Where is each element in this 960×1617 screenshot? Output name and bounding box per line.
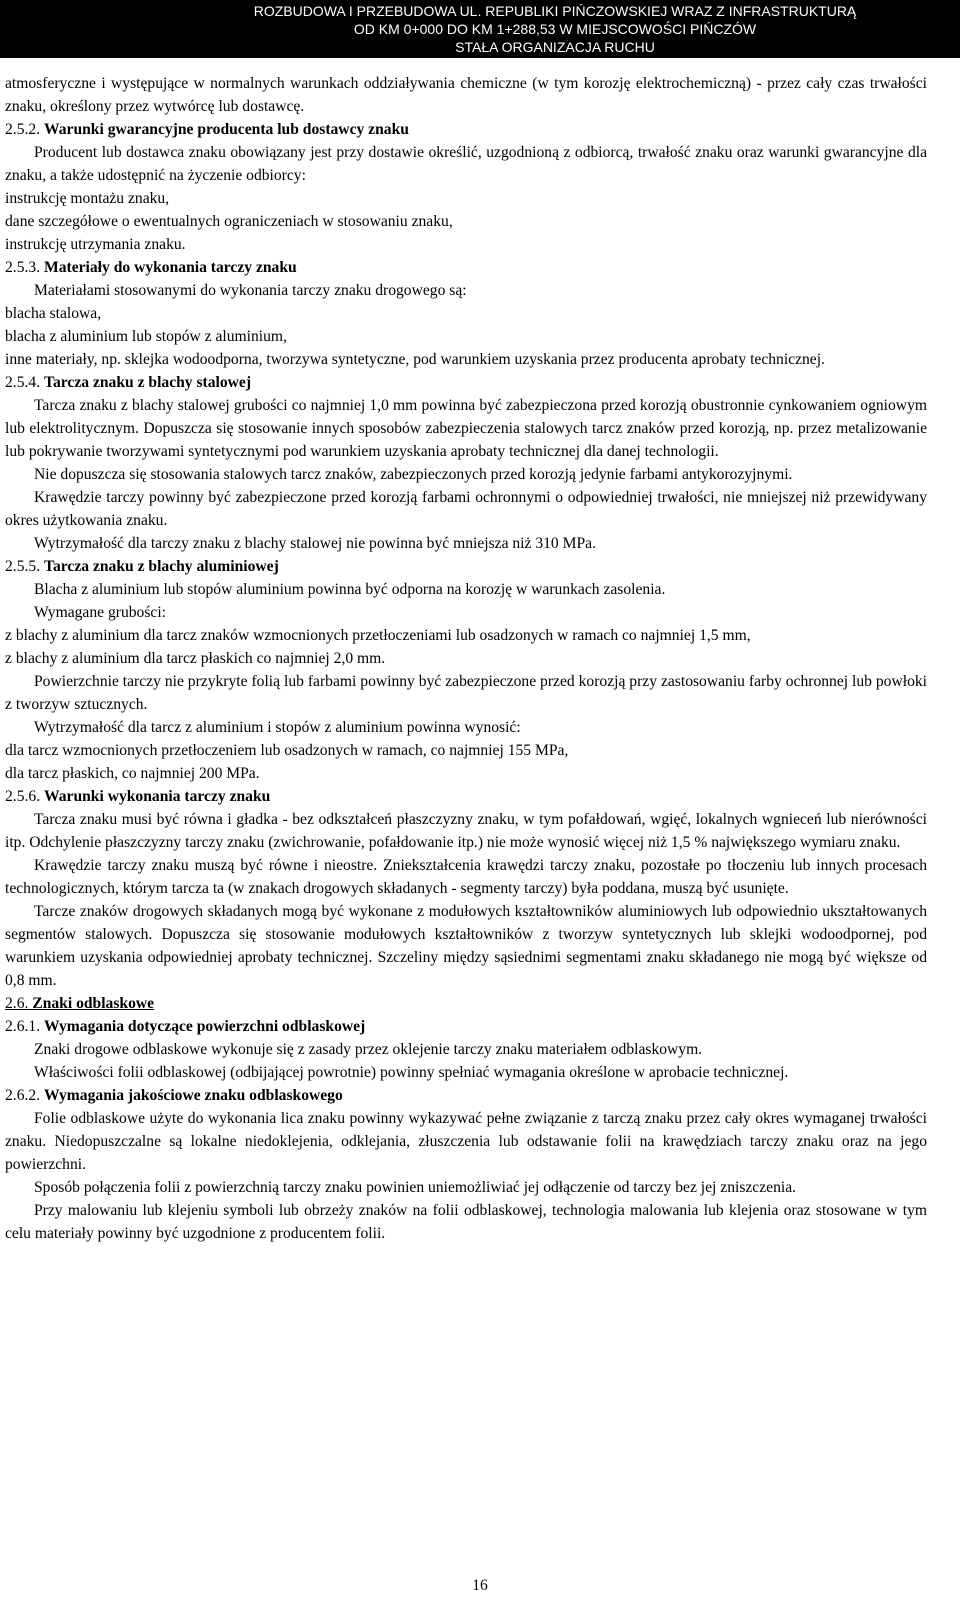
body-paragraph: dane szczegółowe o ewentualnych ograniczeniach w stosowaniu znaku, bbox=[5, 213, 453, 230]
body-paragraph: Powierzchnie tarczy nie przykryte folią lub farbami powinny być zabezpieczone przed korozją przy zastosowaniu farby ochronnej lub powłoki z tworzyw sztucznych. bbox=[5, 673, 927, 713]
document-body bbox=[5, 72, 927, 1245]
section-heading bbox=[5, 371, 927, 394]
section-title: Warunki wykonania tarczy znaku bbox=[44, 788, 271, 805]
body-paragraph: Wymagane grubości: bbox=[34, 604, 166, 621]
section-number: 2.6.1. bbox=[5, 1018, 41, 1035]
body-paragraph: Właściwości folii odblaskowej (odbijającej powrotnie) powinny spełniać wymagania określone w aprobacie technicznej. bbox=[34, 1064, 789, 1081]
body-paragraph: atmosferyczne i występujące w normalnych warunkach oddziaływania chemiczne (w tym korozję elektrochemiczną) - przez cały czas trwałości znaku, określony przez wytwórcę lub dostawcę. bbox=[5, 75, 927, 115]
body-paragraph: Nie dopuszcza się stosowania stalowych tarcz znaków, zabezpieczonych przed korozją jedynie farbami antykorozyjnymi. bbox=[34, 466, 793, 483]
body-paragraph: z blachy z aluminium dla tarcz płaskich co najmniej 2,0 mm. bbox=[5, 650, 386, 667]
body-paragraph: Krawędzie tarczy znaku muszą być równe i nieostre. Zniekształcenia krawędzi tarczy znaku, pozostałe po tłoczeniu lub innych procesach technologicznych, którym tarcza ta (w znakach drogowych składanych - segmenty tarczy) była poddana, muszą być usunięte. bbox=[5, 857, 927, 897]
body-paragraph: Przy malowaniu lub klejeniu symboli lub obrzeży znaków na folii odblaskowej, technologia malowania lub klejenia oraz stosowane w tym celu materiały powinny być uzgodnione z producentem folii. bbox=[5, 1202, 927, 1242]
body-paragraph: Sposób połączenia folii z powierzchnią tarczy znaku powinien uniemożliwiać jej odłączenie od tarczy bez jej zniszczenia. bbox=[34, 1179, 797, 1196]
section-title: Znaki odblaskowe bbox=[32, 995, 155, 1012]
body-paragraph: Krawędzie tarczy powinny być zabezpieczone przed korozją farbami ochronnymi o odpowiedniej trwałości, nie mniejszej niż przewidywany okres użytkowania znaku. bbox=[5, 489, 927, 529]
body-paragraph: blacha stalowa, bbox=[5, 305, 102, 322]
body-paragraph: Wytrzymałość dla tarczy znaku z blachy stalowej nie powinna być mniejsza niż 310 MPa. bbox=[34, 535, 596, 552]
section-number: 2.6.2. bbox=[5, 1087, 41, 1104]
section-title: Materiały do wykonania tarczy znaku bbox=[44, 259, 297, 276]
body-paragraph: instrukcję montażu znaku, bbox=[5, 190, 170, 207]
body-paragraph: Wytrzymałość dla tarcz z aluminium i stopów z aluminium powinna wynosić: bbox=[34, 719, 521, 736]
body-paragraph: dla tarcz wzmocnionych przetłoczeniem lub osadzonych w ramach, co najmniej 155 MPa, bbox=[5, 742, 569, 759]
section-heading bbox=[5, 256, 927, 279]
body-paragraph: z blachy z aluminium dla tarcz znaków wzmocnionych przetłoczeniami lub osadzonych w ramach co najmniej 1,5 mm, bbox=[5, 627, 751, 644]
section-number: 2.5.2. bbox=[5, 121, 41, 138]
section-title: Warunki gwarancyjne producenta lub dostawcy znaku bbox=[44, 121, 409, 138]
section-number: 2.5.4. bbox=[5, 374, 41, 391]
section-number: 2.5.6. bbox=[5, 788, 41, 805]
header-line-3: STAŁA ORGANIZACJA RUCHU bbox=[455, 39, 655, 55]
body-paragraph: Blacha z aluminium lub stopów aluminium powinna być odporna na korozję w warunkach zasolenia. bbox=[34, 581, 666, 598]
section-heading bbox=[5, 118, 927, 141]
section-title: Wymagania dotyczące powierzchni odblaskowej bbox=[44, 1018, 366, 1035]
section-number: 2.5.3. bbox=[5, 259, 41, 276]
header-line-2: OD KM 0+000 DO KM 1+288,53 W MIEJSCOWOŚCI PIŃCZÓW bbox=[353, 21, 757, 37]
body-paragraph: Folie odblaskowe użyte do wykonania lica znaku powinny wykazywać pełne związanie z tarczą znaku przez cały okres wymaganej trwałości znaku. Niedopuszczalne są lokalne niedoklejenia, odklejania, złuszczenia lub odstawanie folii na krawędziach tarczy znaku oraz na jego powierzchni. bbox=[5, 1110, 927, 1173]
body-paragraph: Tarcza znaku musi być równa i gładka - bez odkształceń płaszczyzny znaku, w tym pofałdowań, wgięć, lokalnych wgnieceń lub nierówności itp. Odchylenie płaszczyzny tarczy znaku (zwichrowanie, pofałdowanie itp.) nie może wynosić więcej niż 1,5 % największego wymiaru znaku. bbox=[5, 811, 927, 851]
body-paragraph: Tarcze znaków drogowych składanych mogą być wykonane z modułowych kształtowników aluminiowych lub odpowiednio ukształtowanych segmentów stalowych. Dopuszcza się stosowanie modułowych kształtowników z tworzyw syntetycznych lub sklejki wodoodpornej, pod warunkiem uzyskania odpowiedniej aprobaty technicznej. Szczeliny między sąsiednimi segmentami znaku składanego nie mogą być większe od 0,8 mm. bbox=[5, 903, 927, 989]
section-heading bbox=[5, 555, 927, 578]
document-header bbox=[0, 0, 960, 58]
section-heading bbox=[5, 1015, 927, 1038]
section-heading bbox=[5, 785, 927, 808]
section-title: Tarcza znaku z blachy stalowej bbox=[44, 374, 252, 391]
body-paragraph: inne materiały, np. sklejka wodoodporna, tworzywa syntetyczne, pod warunkiem uzyskania przez producenta aprobaty technicznej. bbox=[5, 351, 825, 368]
page-number: 16 bbox=[472, 1577, 488, 1594]
body-paragraph: Producent lub dostawca znaku obowiązany jest przy dostawie określić, uzgodnioną z odbiorcą, trwałość znaku oraz warunki gwarancyjne dla znaku, a także udostępnić na życzenie odbiorcy: bbox=[5, 144, 927, 184]
section-title: Wymagania jakościowe znaku odblaskowego bbox=[44, 1087, 343, 1104]
header-line-1: ROZBUDOWA I PRZEBUDOWA UL. REPUBLIKI PIŃCZOWSKIEJ WRAZ Z INFRASTRUKTURĄ bbox=[253, 3, 857, 19]
body-paragraph: blacha z aluminium lub stopów z aluminium, bbox=[5, 328, 287, 345]
body-paragraph: Tarcza znaku z blachy stalowej grubości co najmniej 1,0 mm powinna być zabezpieczona przed korozją obustronnie cynkowaniem ogniowym lub elektrolitycznym. Dopuszcza się stosowanie innych sposobów zabezpieczenia stalowych tarcz znaków przed korozją, np. przez metalizowanie lub pokrywanie tworzywami syntetycznymi pod warunkiem uzyskania aprobaty technicznej dla danej technologii. bbox=[5, 397, 927, 460]
section-heading bbox=[5, 1084, 927, 1107]
section-title: Tarcza znaku z blachy aluminiowej bbox=[44, 558, 279, 575]
body-paragraph: instrukcję utrzymania znaku. bbox=[5, 236, 186, 253]
body-paragraph: Materiałami stosowanymi do wykonania tarczy znaku drogowego są: bbox=[34, 282, 467, 299]
section-heading bbox=[5, 992, 927, 1015]
section-number: 2.5.5. bbox=[5, 558, 41, 575]
body-paragraph: dla tarcz płaskich, co najmniej 200 MPa. bbox=[5, 765, 260, 782]
section-number: 2.6. bbox=[5, 995, 29, 1012]
body-paragraph: Znaki drogowe odblaskowe wykonuje się z zasady przez oklejenie tarczy znaku materiałem odblaskowym. bbox=[34, 1041, 703, 1058]
